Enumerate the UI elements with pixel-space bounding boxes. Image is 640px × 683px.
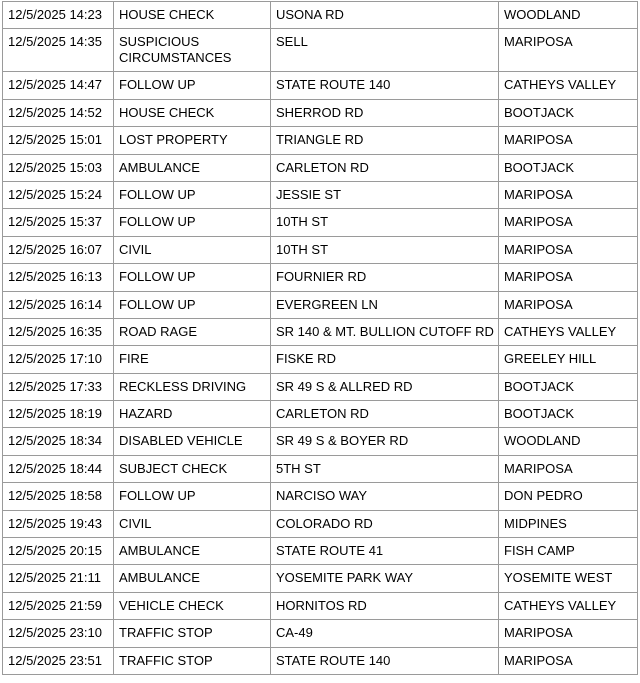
table-row — [3, 209, 638, 236]
cell-location: NARCISO WAY — [271, 483, 499, 510]
cell-datetime: 12/5/2025 21:11 — [3, 565, 114, 592]
cell-location: SR 49 S & ALLRED RD — [271, 373, 499, 400]
cell-location: SHERROD RD — [271, 99, 499, 126]
table-row — [3, 455, 638, 482]
cell-area: FISH CAMP — [499, 538, 638, 565]
cell-location: STATE ROUTE 140 — [271, 647, 499, 674]
cell-location: HORNITOS RD — [271, 592, 499, 619]
cell-area: WOODLAND — [499, 428, 638, 455]
cell-incident-type: SUSPICIOUS CIRCUMSTANCES — [114, 29, 271, 72]
cell-datetime: 12/5/2025 15:24 — [3, 181, 114, 208]
cell-incident-type: SUBJECT CHECK — [114, 455, 271, 482]
cell-datetime: 12/5/2025 17:10 — [3, 346, 114, 373]
table-row — [3, 538, 638, 565]
cell-location: USONA RD — [271, 2, 499, 29]
cell-area: GREELEY HILL — [499, 346, 638, 373]
cell-incident-type: DISABLED VEHICLE — [114, 428, 271, 455]
cell-area: BOOTJACK — [499, 401, 638, 428]
call-log-table — [2, 1, 638, 675]
table-row — [3, 154, 638, 181]
cell-incident-type: HAZARD — [114, 401, 271, 428]
cell-datetime: 12/5/2025 18:34 — [3, 428, 114, 455]
cell-location: CARLETON RD — [271, 154, 499, 181]
table-row — [3, 29, 638, 72]
table-row — [3, 428, 638, 455]
cell-datetime: 12/5/2025 16:07 — [3, 236, 114, 263]
cell-datetime: 12/5/2025 14:52 — [3, 99, 114, 126]
cell-area: YOSEMITE WEST — [499, 565, 638, 592]
table-row — [3, 401, 638, 428]
cell-incident-type: TRAFFIC STOP — [114, 647, 271, 674]
table-row — [3, 2, 638, 29]
cell-datetime: 12/5/2025 15:37 — [3, 209, 114, 236]
cell-datetime: 12/5/2025 15:01 — [3, 127, 114, 154]
cell-datetime: 12/5/2025 20:15 — [3, 538, 114, 565]
cell-area: BOOTJACK — [499, 99, 638, 126]
cell-location: EVERGREEN LN — [271, 291, 499, 318]
cell-incident-type: AMBULANCE — [114, 154, 271, 181]
cell-area: MARIPOSA — [499, 181, 638, 208]
cell-area: MARIPOSA — [499, 455, 638, 482]
table-row — [3, 127, 638, 154]
cell-datetime: 12/5/2025 18:44 — [3, 455, 114, 482]
cell-datetime: 12/5/2025 17:33 — [3, 373, 114, 400]
cell-area: MIDPINES — [499, 510, 638, 537]
cell-location: FISKE RD — [271, 346, 499, 373]
cell-area: MARIPOSA — [499, 647, 638, 674]
cell-area: BOOTJACK — [499, 373, 638, 400]
cell-datetime: 12/5/2025 18:58 — [3, 483, 114, 510]
cell-datetime: 12/5/2025 14:47 — [3, 72, 114, 99]
cell-incident-type: ROAD RAGE — [114, 318, 271, 345]
cell-area: MARIPOSA — [499, 127, 638, 154]
table-row — [3, 620, 638, 647]
cell-incident-type: FOLLOW UP — [114, 264, 271, 291]
cell-datetime: 12/5/2025 19:43 — [3, 510, 114, 537]
cell-incident-type: FIRE — [114, 346, 271, 373]
cell-datetime: 12/5/2025 14:35 — [3, 29, 114, 72]
cell-datetime: 12/5/2025 16:13 — [3, 264, 114, 291]
cell-incident-type: CIVIL — [114, 236, 271, 263]
table-row — [3, 99, 638, 126]
table-row — [3, 647, 638, 674]
cell-incident-type: TRAFFIC STOP — [114, 620, 271, 647]
table-row — [3, 181, 638, 208]
cell-incident-type: FOLLOW UP — [114, 483, 271, 510]
table-row — [3, 510, 638, 537]
table-row — [3, 565, 638, 592]
cell-incident-type: FOLLOW UP — [114, 72, 271, 99]
cell-incident-type: AMBULANCE — [114, 538, 271, 565]
cell-area: DON PEDRO — [499, 483, 638, 510]
cell-area: CATHEYS VALLEY — [499, 72, 638, 99]
cell-incident-type: VEHICLE CHECK — [114, 592, 271, 619]
table-row — [3, 264, 638, 291]
table-row — [3, 373, 638, 400]
cell-datetime: 12/5/2025 16:35 — [3, 318, 114, 345]
cell-incident-type: FOLLOW UP — [114, 209, 271, 236]
table-row — [3, 72, 638, 99]
cell-incident-type: LOST PROPERTY — [114, 127, 271, 154]
table-row — [3, 483, 638, 510]
cell-incident-type: HOUSE CHECK — [114, 2, 271, 29]
cell-datetime: 12/5/2025 23:51 — [3, 647, 114, 674]
cell-datetime: 12/5/2025 23:10 — [3, 620, 114, 647]
cell-area: MARIPOSA — [499, 291, 638, 318]
cell-area: MARIPOSA — [499, 29, 638, 72]
cell-location: 5TH ST — [271, 455, 499, 482]
cell-location: 10TH ST — [271, 236, 499, 263]
table-row — [3, 346, 638, 373]
cell-datetime: 12/5/2025 21:59 — [3, 592, 114, 619]
cell-location: FOURNIER RD — [271, 264, 499, 291]
cell-location: STATE ROUTE 41 — [271, 538, 499, 565]
cell-incident-type: FOLLOW UP — [114, 291, 271, 318]
table-row — [3, 236, 638, 263]
cell-incident-type: AMBULANCE — [114, 565, 271, 592]
cell-location: STATE ROUTE 140 — [271, 72, 499, 99]
cell-incident-type: CIVIL — [114, 510, 271, 537]
cell-datetime: 12/5/2025 15:03 — [3, 154, 114, 181]
cell-location: SELL — [271, 29, 499, 72]
cell-area: MARIPOSA — [499, 209, 638, 236]
cell-area: MARIPOSA — [499, 620, 638, 647]
cell-area: BOOTJACK — [499, 154, 638, 181]
cell-location: YOSEMITE PARK WAY — [271, 565, 499, 592]
cell-datetime: 12/5/2025 14:23 — [3, 2, 114, 29]
cell-incident-type: FOLLOW UP — [114, 181, 271, 208]
table-row — [3, 291, 638, 318]
cell-location: SR 140 & MT. BULLION CUTOFF RD — [271, 318, 499, 345]
cell-location: TRIANGLE RD — [271, 127, 499, 154]
cell-area: MARIPOSA — [499, 264, 638, 291]
cell-location: CA-49 — [271, 620, 499, 647]
cell-location: CARLETON RD — [271, 401, 499, 428]
cell-incident-type: HOUSE CHECK — [114, 99, 271, 126]
table-row — [3, 592, 638, 619]
cell-location: SR 49 S & BOYER RD — [271, 428, 499, 455]
table-row — [3, 318, 638, 345]
cell-location: COLORADO RD — [271, 510, 499, 537]
cell-area: CATHEYS VALLEY — [499, 592, 638, 619]
cell-incident-type: RECKLESS DRIVING — [114, 373, 271, 400]
cell-area: CATHEYS VALLEY — [499, 318, 638, 345]
cell-datetime: 12/5/2025 16:14 — [3, 291, 114, 318]
cell-datetime: 12/5/2025 18:19 — [3, 401, 114, 428]
call-log-body — [3, 2, 638, 675]
cell-location: 10TH ST — [271, 209, 499, 236]
cell-location: JESSIE ST — [271, 181, 499, 208]
cell-area: WOODLAND — [499, 2, 638, 29]
cell-area: MARIPOSA — [499, 236, 638, 263]
